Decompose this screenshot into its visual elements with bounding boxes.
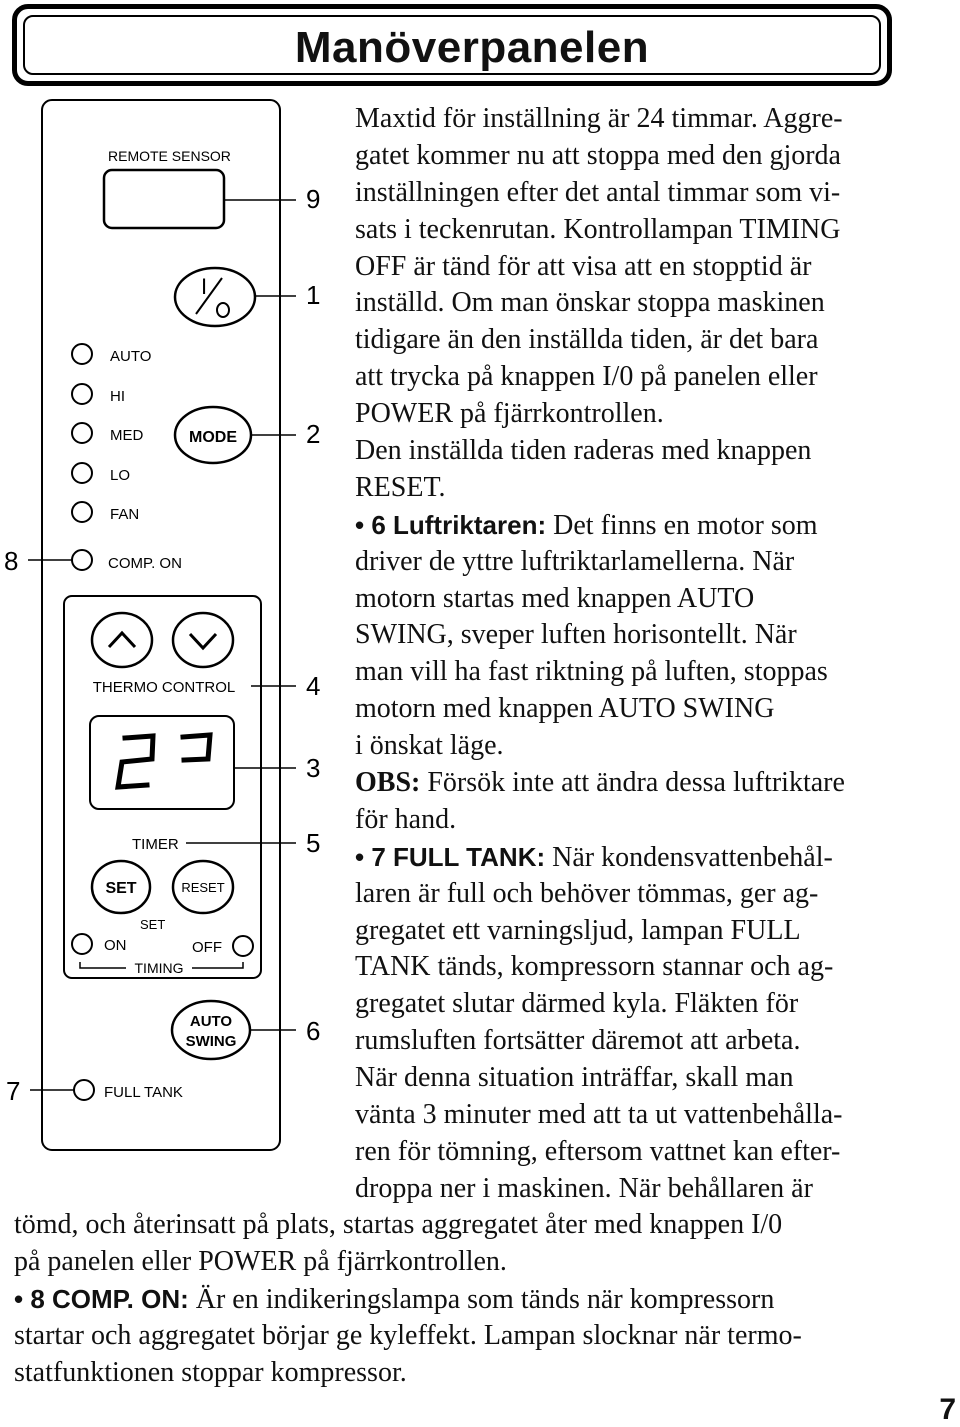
lamp-timing-off — [233, 936, 253, 956]
text-line: gatet kommer nu att stoppa med den gjorda — [355, 139, 841, 171]
callout-number-2: 2 — [306, 419, 321, 449]
text-line: driver de yttre luftriktarlamellerna. När — [355, 545, 795, 577]
text-span: När kondensvattenbehål- — [545, 841, 833, 873]
text-line: man vill ha fast riktning på luften, stoppas — [355, 656, 828, 688]
remote-sensor-label: REMOTE SENSOR — [108, 148, 231, 164]
section-7-heading: • 7 FULL TANK: — [355, 841, 546, 872]
display-digits — [118, 735, 210, 787]
text-span: Är en indikeringslampa som tänds när kompressorn — [188, 1283, 775, 1315]
text-line: tömd, och återinsatt på plats, startas aggregatet åter med knappen I/0 — [14, 1209, 783, 1240]
reset-button-label: RESET — [181, 880, 225, 895]
timer-label: TIMER — [132, 836, 179, 853]
timing-on-label: ON — [104, 937, 127, 954]
chevron-down-icon — [190, 634, 216, 648]
text-line: sats i teckenrutan. Kontrollampan TIMING — [355, 213, 841, 245]
section-8-heading: • 8 COMP. ON: — [14, 1283, 189, 1314]
auto-swing-label-1: AUTO — [189, 1013, 233, 1030]
text-line: TANK tänds, kompressorn stannar och ag- — [355, 951, 834, 983]
auto-swing-button[interactable] — [172, 1001, 250, 1059]
thermo-control-label: THERMO CONTROL — [92, 679, 236, 696]
page-title: Manöverpanelen — [294, 23, 650, 72]
text-line: Maxtid för inställning är 24 timmar. Aggre- — [355, 103, 843, 134]
lamp-comp-on — [72, 550, 92, 570]
lamp-hi — [72, 384, 92, 404]
section-7-line — [355, 839, 900, 876]
lamp-auto — [72, 344, 92, 364]
full-tank-label: FULL TANK — [104, 1084, 183, 1101]
text-line: motorn startas med knappen AUTO — [355, 582, 755, 614]
callout-number-3: 3 — [306, 753, 321, 783]
body-text-column — [355, 101, 900, 1208]
callout-number-4: 4 — [306, 671, 321, 701]
text-line: på panelen eller POWER på fjärrkontrollen. — [14, 1245, 507, 1277]
thermo-up-button[interactable] — [92, 613, 152, 667]
text-line: laren är full och behöver tömmas, ger ag- — [355, 877, 819, 909]
lamp-lo — [72, 463, 92, 483]
text-line: startar och aggregatet börjar ge kyleffekt. Lampan slocknar när termo- — [14, 1319, 802, 1351]
comp-on-label: COMP. ON — [108, 555, 182, 572]
lamp-timing-on — [72, 934, 92, 954]
text-line: rumsluften fortsätter däremot att arbeta. — [355, 1025, 801, 1057]
digit-3 — [183, 735, 210, 760]
text-line: för hand. — [355, 803, 457, 835]
remote-sensor-window — [104, 170, 224, 228]
text-line: OFF är tänd för att visa att en stopptid är — [355, 250, 812, 282]
text-line: statfunktionen stoppar kompressor. — [14, 1356, 407, 1388]
text-line: gregatet slutar därmed kyla. Fläkten för — [355, 988, 799, 1020]
text-line: RESET. — [355, 471, 446, 503]
text-line: inställningen efter det antal timmar som vi- — [355, 176, 841, 208]
text-line: gregatet ett varningsljud, lampan FULL — [355, 914, 801, 946]
mode-button-label: MODE — [189, 429, 237, 446]
power-symbol-o — [217, 303, 229, 317]
timing-label: TIMING — [134, 960, 184, 976]
fan-mode-label-auto: AUTO — [110, 348, 152, 365]
obs-line — [355, 765, 900, 802]
body-text-full-width — [14, 1207, 914, 1391]
timing-off-label: OFF — [192, 939, 222, 956]
timing-bracket-left — [80, 962, 126, 968]
callout-number-7: 7 — [6, 1076, 21, 1106]
text-line: När denna situation inträffar, skall man — [355, 1062, 794, 1094]
fan-mode-label-fan: FAN — [110, 506, 140, 523]
lamp-med — [72, 423, 92, 443]
text-line: SWING, sveper luften horisontellt. När — [355, 619, 797, 651]
lamp-full-tank — [74, 1080, 94, 1100]
text-line: vänta 3 minuter med att ta ut vattenbehålla- — [355, 1099, 843, 1131]
panel-outline — [42, 100, 280, 1150]
power-button[interactable] — [175, 268, 255, 326]
text-line: att trycka på knappen I/0 på panelen eller — [355, 361, 818, 393]
thermo-down-button[interactable] — [173, 613, 233, 667]
text-span: Försök inte att ändra dessa luftriktare — [420, 767, 845, 799]
callout-lines — [28, 200, 296, 1090]
fan-mode-label-med: MED — [110, 427, 144, 444]
chevron-up-icon — [109, 633, 135, 647]
section-6-line — [355, 507, 900, 544]
power-symbol-i: I — [201, 274, 208, 299]
callout-number-6: 6 — [306, 1016, 321, 1046]
page-number: 7 — [939, 1393, 956, 1426]
title-banner — [12, 4, 892, 86]
callout-number-5: 5 — [306, 828, 321, 858]
section-8-line — [14, 1281, 914, 1318]
fan-mode-label-lo: LO — [110, 467, 131, 484]
text-line: inställd. Om man önskar stoppa maskinen — [355, 287, 825, 319]
text-line: droppa ner i maskinen. När behållaren är — [355, 1172, 813, 1204]
section-6-heading: • 6 Luftriktaren: — [355, 509, 547, 540]
text-line: motorn med knappen AUTO SWING — [355, 693, 775, 725]
timing-bracket-right — [192, 962, 243, 968]
text-line: tidigare än den inställda tiden, är det bara — [355, 324, 819, 356]
text-span: Det finns en motor som — [546, 509, 818, 541]
callout-number-1: 1 — [306, 280, 321, 310]
auto-swing-label-2: SWING — [185, 1033, 237, 1050]
text-line: i önskat läge. — [355, 730, 504, 762]
temperature-display — [90, 716, 234, 809]
fan-mode-label-hi: HI — [110, 388, 125, 405]
text-line: ren för tömning, eftersom vattnet kan efter- — [355, 1135, 841, 1167]
control-panel-diagram — [0, 96, 350, 1206]
digit-2 — [118, 736, 153, 787]
set-button-label: SET — [105, 880, 137, 897]
text-line: POWER på fjärrkontrollen. — [355, 398, 664, 430]
set-small-label: SET — [140, 917, 166, 932]
lamp-fan — [72, 502, 92, 522]
callout-number-8: 8 — [4, 546, 19, 576]
callout-number-9: 9 — [306, 184, 321, 214]
text-line: Den inställda tiden raderas med knappen — [355, 435, 812, 467]
obs-label: OBS: — [355, 767, 421, 799]
